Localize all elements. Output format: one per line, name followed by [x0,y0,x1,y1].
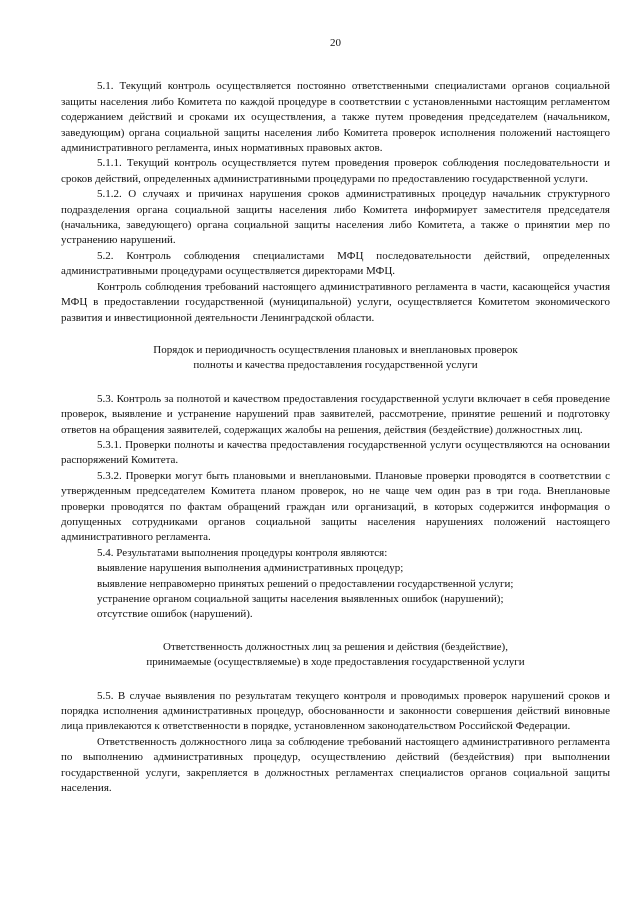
heading-line: полноты и качества предоставления государственной услуги [193,359,478,372]
list-item: выявление неправомерно принятых решений о предоставлении государственной услуги; [97,577,514,590]
paragraph-5-3: 5.3. Контроль за полнотой и качеством предоставления государственной услуги включает в себя проведение проверок, выявление и устранение нарушений прав заявителей, рассмотрение, принятие решений и подготовку ответов на обращения заявителей, содержащих жалобы на решения, действия (бездействие) должностных лиц. [61,392,610,436]
heading-line: принимаемые (осуществляемые) в ходе предоставления государственной услуги [146,656,525,669]
list-item: выявление нарушения выполнения административных процедур; [97,562,404,575]
section-heading-inspections [61,343,610,374]
paragraph-5-4: 5.4. Результатами выполнения процедуры контроля являются: [97,546,388,559]
paragraph-5-5: 5.5. В случае выявления по результатам текущего контроля и проводимых проверок нарушений сроков и порядка исполнения административных процедур, обоснованности и законности совершения действий виновные лица привлекаются к ответственности в порядке, установленном законодательством Российской Федерации. [61,689,610,733]
paragraph-5-1-2: 5.1.2. О случаях и причинах нарушения сроков административных процедур начальник структурного подразделения органа социальной защиты населения либо Комитета информирует заместителя председателя (начальника, заведующего) органа социальной защиты населения либо Комитета, а также о принятии мер по устранению нарушений. [61,188,610,247]
paragraph-5-3-1: 5.3.1. Проверки полноты и качества предоставления государственной услуги осуществляются на основании распоряжений Комитета. [61,438,610,467]
list-item: устранение органом социальной защиты населения выявленных ошибок (нарушений); [97,593,504,605]
paragraph-5-2: 5.2. Контроль соблюдения специалистами МФЦ последовательности действий, определенных административными процедурами осуществляется директорами МФЦ. [61,249,610,278]
paragraph-5-5-b: Ответственность должностного лица за соблюдение требований настоящего административного регламента по выполнению административных процедур, осуществлению действий (бездействия) при выполнении государственной услуги, закрепляется в должностных регламентах специалистов органов социальной защиты населения. [61,735,610,795]
paragraph-5-1: 5.1. Текущий контроль осуществляется постоянно ответственными специалистами органов социальной защиты населения либо Комитета по каждой процедуре в соответствии с установленными настоящим регламентом содержанием действий и сроками их осуществления, а также путем проведения председателем (начальником, заведующим) органа социальной защиты населения либо Комитета проверок исполнения положений настоящего административного регламента, иных нормативных правовых актов. [61,80,610,155]
list-item: отсутствие ошибок (нарушений). [97,608,253,621]
heading-line: Порядок и периодичность осуществления плановых и внеплановых проверок [153,343,518,356]
heading-line: Ответственность должностных лиц за решения и действия (бездействие), [163,640,508,653]
paragraph-5-3-2: 5.3.2. Проверки могут быть плановыми и внеплановыми. Плановые проверки проводятся в соответствии с утвержденным председателем Комитета планом проверок, но не чаще чем один раз в три года. Внеплановые проверки проводятся по фактам обращений граждан или организаций, в которых содержится информация о допущенных сотрудниками органов социальной защиты населения нарушениях положений настоящего административного регламента. [61,469,610,544]
paragraph-5-2-b: Контроль соблюдения требований настоящего административного регламента в части, касающейся участия МФЦ в предоставлении государственной (муниципальной) услуги, осуществляется Комитетом экономического развития и инвестиционной деятельности Ленинградской области. [61,280,610,324]
page-number: 20 [330,37,341,49]
paragraph-5-1-1: 5.1.1. Текущий контроль осуществляется путем проведения проверок соблюдения последовательности и сроков действий, определенных административными процедурами по предоставлению государственной услуги. [61,157,610,185]
section-heading-responsibility [61,640,610,671]
